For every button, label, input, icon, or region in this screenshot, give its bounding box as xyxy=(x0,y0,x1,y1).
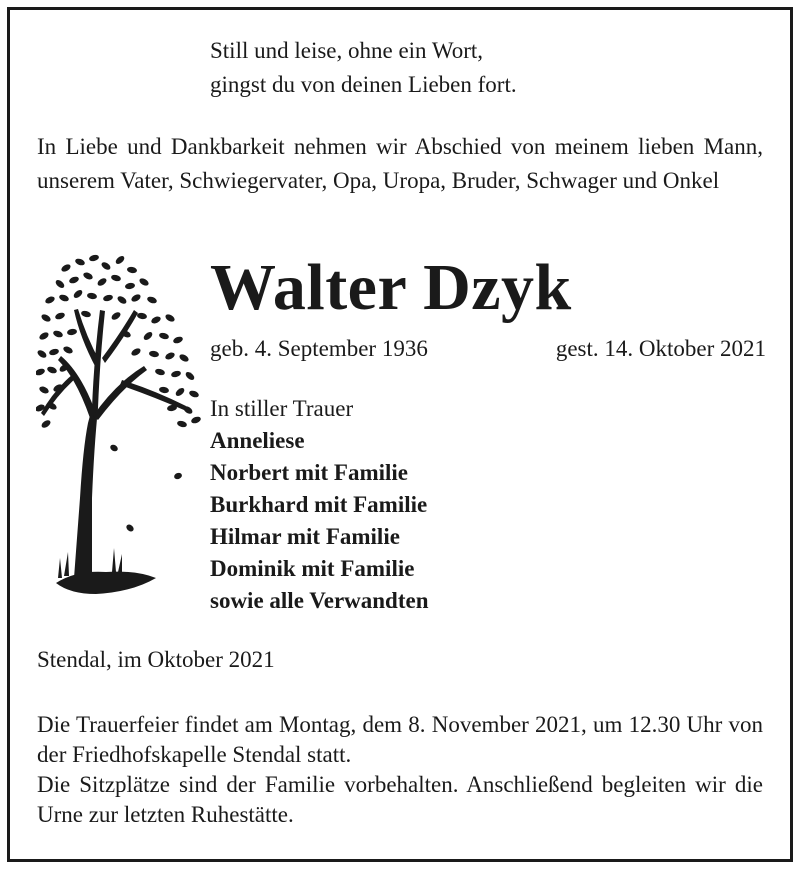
mourner-names xyxy=(210,425,429,617)
tree-illustration-icon xyxy=(36,248,206,608)
ceremony-info xyxy=(37,710,763,830)
deceased-name: Walter Dzyk xyxy=(210,251,572,324)
mourner-name: Dominik mit Familie xyxy=(210,556,415,581)
poem-line: Still und leise, ohne ein Wort, xyxy=(210,38,484,63)
mourner-name: sowie alle Verwandten xyxy=(210,588,429,613)
ceremony-paragraph: Die Trauerfeier findet am Montag, dem 8. November 2021, um 12.30 Uhr von der Friedhofskapelle Stendal statt. xyxy=(37,712,763,767)
mourner-name: Anneliese xyxy=(210,428,305,453)
mourner-name: Norbert mit Familie xyxy=(210,460,408,485)
mourners-list xyxy=(210,393,429,617)
place-date: Stendal, im Oktober 2021 xyxy=(37,647,275,672)
birth-date: geb. 4. September 1936 xyxy=(210,336,428,361)
poem-line: gingst du von deinen Lieben fort. xyxy=(210,72,517,97)
mourner-name: Hilmar mit Familie xyxy=(210,524,400,549)
ceremony-paragraph: Die Sitzplätze sind der Familie vorbehalten. Anschließend begleiten wir die Urne zur letzten Ruhestätte. xyxy=(37,772,763,827)
mourners-heading: In stiller Trauer xyxy=(210,396,354,421)
poem xyxy=(210,34,517,102)
mourner-name: Burkhard mit Familie xyxy=(210,492,428,517)
intro-text: In Liebe und Dankbarkeit nehmen wir Abschied von meinem lieben Mann, unserem Vater, Schwiegervater, Opa, Uropa, Bruder, Schwager und Onkel xyxy=(37,134,763,193)
death-date: gest. 14. Oktober 2021 xyxy=(555,336,766,361)
obituary-notice xyxy=(7,7,793,862)
